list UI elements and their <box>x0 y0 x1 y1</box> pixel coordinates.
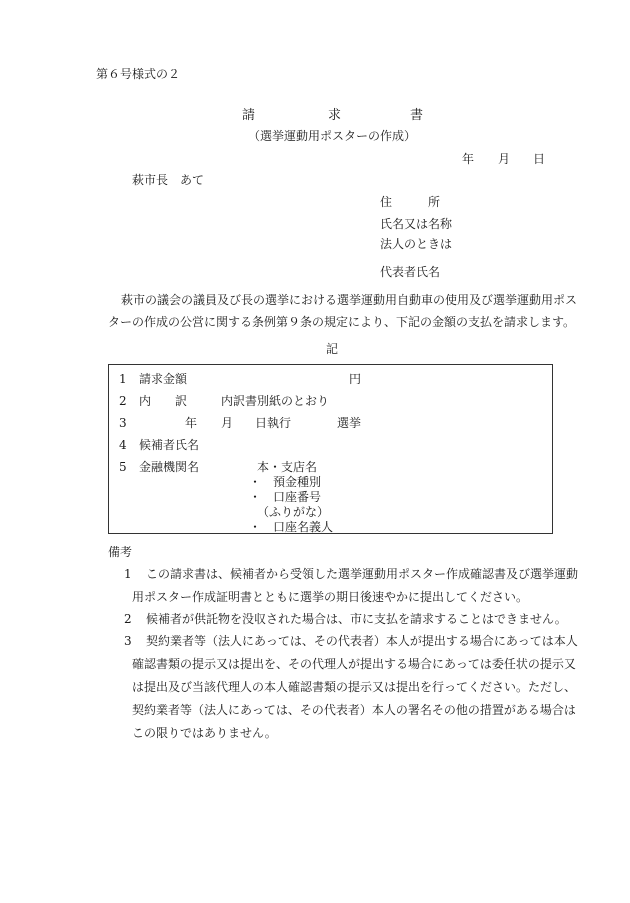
note-3-line-1: 契約業者等（法人にあっては、その代表者）本人が提出する場合にあっては本人 <box>146 634 578 648</box>
note-2-number: 2 <box>124 612 132 626</box>
item-3-year: 年 <box>185 416 198 430</box>
body-line-1: 萩市の議会の議員及び長の選挙における選挙運動用自動車の使用及び選挙運動用ポス <box>121 293 578 307</box>
item-4-number: 4 <box>119 438 127 452</box>
note-3-number: 3 <box>124 634 132 648</box>
note-1-line-1: この請求書は、候補者から受領した選挙運動用ポスター作成確認書及び選挙運動 <box>146 567 579 581</box>
applicant-address-label: 住 所 <box>380 195 441 209</box>
item-2-label-1: 内 <box>139 394 152 408</box>
note-3-line-5: この限りではありません。 <box>132 726 277 740</box>
form-number: 第６号様式の２ <box>96 67 181 81</box>
note-1-line-2: 用ポスター作成証明書とともに選挙の期日後速やかに提出してください。 <box>132 590 529 604</box>
note-1-number: 1 <box>124 567 132 581</box>
note-3-line-4: 契約業者等（法人にあっては、その代表者）本人の署名その他の措置がある場合は <box>132 703 576 717</box>
items-box <box>108 364 553 534</box>
date-day: 日 <box>533 152 546 166</box>
item-2-label-2: 訳 <box>175 394 188 408</box>
item-1-number: 1 <box>119 372 127 386</box>
subtitle: （選挙運動用ポスターの作成） <box>248 129 417 143</box>
item-2-number: 2 <box>119 394 127 408</box>
date-month: 月 <box>498 152 511 166</box>
applicant-rep-label: 代表者氏名 <box>380 265 441 279</box>
note-3-line-2: 確認書類の提示又は提出を、その代理人が提出する場合にあっては委任状の提示又 <box>132 657 576 671</box>
item-5-branch: 本・支店名 <box>257 460 318 474</box>
item-5-account-number: ・ 口座番号 <box>249 490 322 504</box>
applicant-corp-label: 法人のときは <box>380 237 453 251</box>
note-3-line-3: は提出及び当該代理人の本人確認書類の提示又は提出を行ってください。ただし、 <box>132 680 577 694</box>
note-2-line-1: 候補者が供託物を没収された場合は、市に支払を請求することはできません。 <box>146 612 567 626</box>
item-5-account-holder: ・ 口座名義人 <box>249 520 334 534</box>
applicant-name-label: 氏名又は名称 <box>380 217 453 231</box>
item-4-label: 候補者氏名 <box>139 438 200 452</box>
title-char-2: 求 <box>328 108 342 123</box>
item-1-label: 請求金額 <box>139 372 188 386</box>
body-line-2: ターの作成の公営に関する条例第９条の規定により、下記の金額の支払を請求します。 <box>108 315 576 329</box>
title-char-3: 書 <box>410 108 424 123</box>
item-1-unit: 円 <box>349 372 362 386</box>
item-3-month: 月 <box>221 416 234 430</box>
item-5-deposit-type: ・ 預金種別 <box>249 475 322 489</box>
title-char-1: 請 <box>242 108 256 123</box>
ki-heading: 記 <box>326 342 339 356</box>
item-3-number: 3 <box>119 416 127 430</box>
item-5-label: 金融機関名 <box>139 460 200 474</box>
addressee: 萩市長 あて <box>132 173 205 187</box>
item-5-number: 5 <box>119 460 127 474</box>
item-3-day: 日執行 <box>255 416 292 430</box>
item-2-value: 内訳書別紙のとおり <box>221 394 330 408</box>
item-3-election: 選挙 <box>337 416 362 430</box>
item-5-furigana: （ふりがな） <box>257 505 330 519</box>
notes-heading: 備考 <box>108 545 133 559</box>
date-year: 年 <box>462 152 475 166</box>
